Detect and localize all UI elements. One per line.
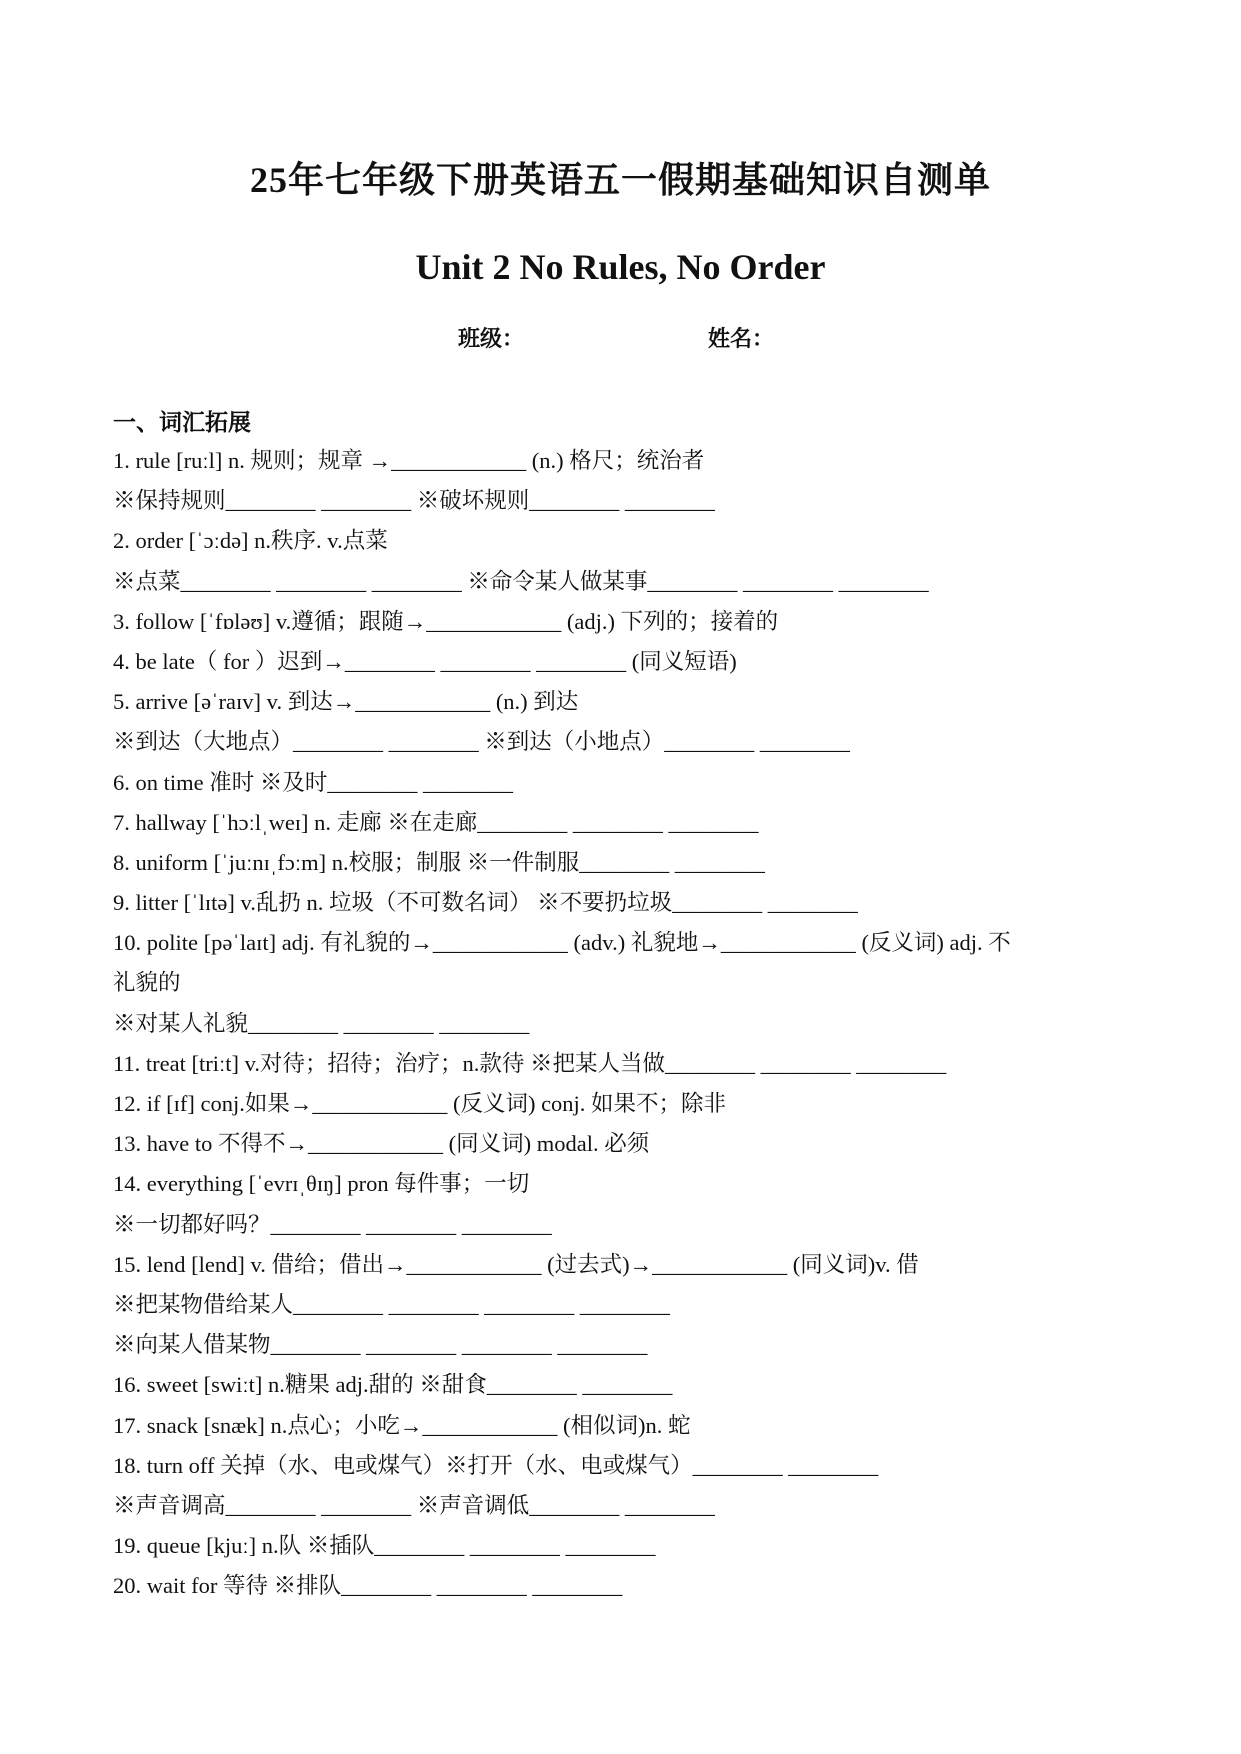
vocab-line: 礼貌的 [113,970,181,996]
class-label: 班级： [458,326,525,351]
vocab-line: ※对某人礼貌________ ________ ________ [113,1010,530,1036]
vocab-line: 4. be late（ for ）迟到→________ ________ ________ (同义短语) [113,648,737,674]
vocab-line: 13. have to 不得不→____________ (同义词) modal. 必须 [113,1131,650,1157]
vocab-line: 8. uniform [ˈjuːnɪˌfɔːm] n.校服；制服 ※一件制服________ ________ [113,849,765,875]
vocab-line: 12. if [ɪf] conj.如果→____________ (反义词) conj. 如果不；除非 [113,1091,727,1116]
vocab-line: 16. sweet [swiːt] n.糖果 adj.甜的 ※甜食________ ________ [113,1372,673,1398]
vocab-line: 17. snack [snæk] n.点心；小吃→____________ (相似词)n. 蛇 [113,1412,691,1438]
vocab-line: 18. turn off 关掉（水、电或煤气）※打开（水、电或煤气）________ ________ [113,1452,879,1478]
vocab-line: ※把某物借给某人________ ________ ________ ________ [113,1291,670,1317]
vocab-line: 2. order [ˈɔːdə] n.秩序. v.点菜 [113,528,388,554]
vocab-line: 6. on time 准时 ※及时________ ________ [113,769,513,795]
vocab-line: 7. hallway [ˈhɔːlˌweɪ] n. 走廊 ※在走廊________ ________ ________ [113,809,759,835]
vocab-line: 14. everything [ˈevrɪˌθɪŋ] pron 每件事；一切 [113,1171,530,1197]
vocab-line: 10. polite [pəˈlaɪt] adj. 有礼貌的→____________ (adv.) 礼貌地→____________ (反义词) adj. 不 [113,930,1011,956]
class-name-line [0,324,1241,354]
vocab-line: 5. arrive [əˈraɪv] v. 到达→____________ (n.) 到达 [113,689,579,715]
page-title: 25年七年级下册英语五一假期基础知识自测单 [249,160,991,200]
vocab-line: ※向某人借某物________ ________ ________ ________ [113,1332,648,1358]
vocabulary-list [113,441,1133,1606]
vocab-line: 11. treat [triːt] v.对待；招待；治疗；n.款待 ※把某人当做________ ________ ________ [113,1050,947,1076]
vocab-line: 20. wait for 等待 ※排队________ ________ ________ [113,1573,623,1599]
vocab-line: 3. follow [ˈfɒləʊ] v.遵循；跟随→____________ (adj.) 下列的；接着的 [113,608,779,634]
vocab-line: ※点菜________ ________ ________ ※命令某人做某事________ ________ ________ [113,568,929,594]
vocab-line: ※一切都好吗？________ ________ ________ [113,1211,552,1237]
vocab-line: 19. queue [kjuː] n.队 ※插队________ ________ ________ [113,1533,656,1559]
vocab-line: 9. litter [ˈlɪtə] v.乱扔 n. 垃圾（不可数名词） ※不要扔垃圾________ ________ [113,890,858,916]
vocab-line: 15. lend [lend] v. 借给；借出→____________ (过去式)→____________ (同义词)v. 借 [113,1251,919,1277]
name-label: 姓名： [708,326,775,351]
vocab-line: ※到达（大地点）________ ________ ※到达（小地点）________ ________ [113,729,850,755]
vocab-line: ※保持规则________ ________ ※破坏规则________ ________ [113,488,715,514]
section-heading: 一、词汇拓展 [113,410,251,435]
vocab-line: 1. rule [ruːl] n. 规则；规章 →____________ (n.) 格尺；统治者 [113,448,705,473]
vocab-line: ※声音调高________ ________ ※声音调低________ ________ [113,1492,715,1518]
unit-subtitle: Unit 2 No Rules, No Order [415,247,826,287]
